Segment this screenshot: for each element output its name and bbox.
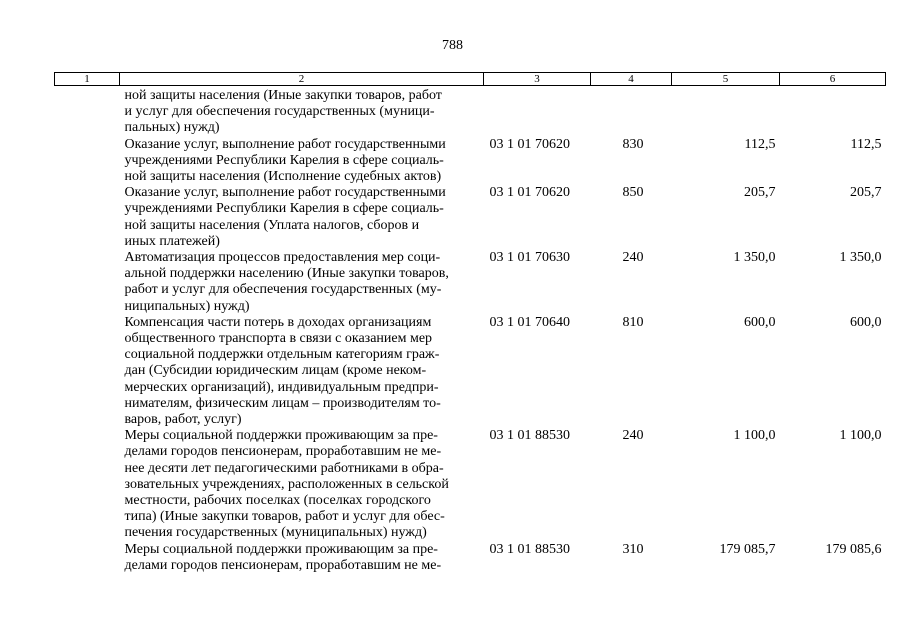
- target-article-code: 03 1 01 70620: [489, 185, 570, 201]
- header-row: [55, 73, 886, 86]
- target-article-code: [484, 86, 591, 137]
- item-name-cell: [120, 250, 484, 315]
- expense-type-code: [591, 86, 672, 137]
- item-name-line: мерческих организаций), индивидуальным предпри-: [124, 379, 439, 395]
- target-article-code: 03 1 01 88530: [489, 428, 570, 444]
- item-name-line: иных платежей): [124, 233, 220, 249]
- table-body: [55, 86, 886, 575]
- amount-year-1: 205,7: [744, 185, 776, 201]
- item-name-line: местности, рабочих поселках (поселках городского: [124, 493, 431, 509]
- item-name-line: учреждениями Республики Карелия в сфере социаль-: [124, 201, 444, 217]
- expense-type-code: 830: [622, 136, 644, 152]
- item-name-line: Оказание услуг, выполнение работ государственными: [124, 136, 446, 152]
- item-name-line: учреждениями Республики Карелия в сфере социаль-: [124, 152, 444, 168]
- target-article-code: 03 1 01 88530: [489, 541, 570, 557]
- table-row: [55, 542, 886, 574]
- item-name-line: альной поддержки населению (Иные закупки товаров,: [124, 266, 449, 282]
- item-name-line: Компенсация части потерь в доходах организациям: [124, 314, 432, 330]
- expense-type-code: 810: [622, 314, 644, 330]
- amount-year-1: 179 085,7: [719, 541, 776, 557]
- target-article-code: 03 1 01 70620: [489, 136, 570, 152]
- table-header: [55, 73, 886, 86]
- item-name-line: ниципальных) нужд): [124, 298, 250, 314]
- item-name-line: типа) (Иные закупки товаров, работ и услуг для обес-: [124, 509, 445, 525]
- item-name-cell: [120, 542, 484, 574]
- item-name-cell: [120, 86, 484, 137]
- item-name-line: зовательных учреждениях, расположенных в сельской: [124, 476, 449, 492]
- item-name-line: и услуг для обеспечения государственных (муници-: [124, 104, 435, 120]
- column-header-2: 2: [120, 73, 484, 86]
- column-header-4: 4: [591, 73, 672, 86]
- table-row: [55, 137, 886, 186]
- item-name-line: пальных) нужд): [124, 120, 220, 136]
- row-number-cell: [55, 250, 120, 315]
- item-name-line: варов, работ, услуг): [124, 412, 242, 428]
- amount-year-2: 1 350,0: [839, 250, 882, 266]
- target-article-code: 03 1 01 70630: [489, 250, 570, 266]
- item-name-line: ной защиты населения (Уплата налогов, сборов и: [124, 217, 420, 233]
- item-name-line: Оказание услуг, выполнение работ государственными: [124, 185, 446, 201]
- row-number-cell: [55, 315, 120, 428]
- target-article-code: 03 1 01 70640: [489, 314, 570, 330]
- row-number-cell: [55, 137, 120, 186]
- row-number-cell: [55, 185, 120, 250]
- amount-year-2: [780, 86, 886, 137]
- item-name-cell: [120, 137, 484, 186]
- table-row: [55, 315, 886, 428]
- column-header-3: 3: [484, 73, 591, 86]
- item-name-line: работ и услуг для обеспечения государственных (му-: [124, 282, 442, 298]
- item-name-line: Автоматизация процессов предоставления мер соци-: [124, 250, 441, 266]
- amount-year-1: 112,5: [744, 136, 776, 152]
- expense-type-code: 850: [622, 185, 644, 201]
- table-row: [55, 428, 886, 541]
- item-name-line: ной защиты населения (Иные закупки товаров, работ: [124, 88, 442, 103]
- expense-type-code: 240: [622, 250, 644, 266]
- row-number-cell: [55, 542, 120, 574]
- item-name-cell: [120, 185, 484, 250]
- budget-table: [54, 72, 886, 574]
- amount-year-1: [672, 86, 780, 137]
- item-name-line: нее десяти лет педагогическими работниками в обра-: [124, 460, 444, 476]
- amount-year-2: 205,7: [850, 185, 882, 201]
- amount-year-2: 112,5: [850, 136, 882, 152]
- item-name-line: нимателям, физическим лицам – производителям то-: [124, 395, 441, 411]
- amount-year-1: 600,0: [744, 314, 776, 330]
- item-name-line: печения государственных (муниципальных) нужд): [124, 525, 427, 541]
- item-name-line: Меры социальной поддержки проживающим за пре-: [124, 428, 438, 444]
- item-name-cell: [120, 428, 484, 541]
- item-name-line: делами городов пенсионерам, проработавшим не ме-: [124, 557, 442, 573]
- amount-year-2: 179 085,6: [825, 541, 882, 557]
- item-name-line: ной защиты населения (Исполнение судебных актов): [124, 169, 442, 185]
- column-header-6: 6: [780, 73, 886, 86]
- amount-year-2: 1 100,0: [839, 428, 882, 444]
- item-name-cell: [120, 315, 484, 428]
- table-row: [55, 185, 886, 250]
- item-name-line: общественного транспорта в связи с оказанием мер: [124, 331, 433, 347]
- amount-year-1: 1 100,0: [733, 428, 776, 444]
- row-number-cell: [55, 428, 120, 541]
- item-name-line: делами городов пенсионерам, проработавшим не ме-: [124, 444, 442, 460]
- column-header-5: 5: [672, 73, 780, 86]
- item-name-line: социальной поддержки отдельным категориям граж-: [124, 347, 440, 363]
- expense-type-code: 310: [622, 541, 644, 557]
- page-number: 788: [442, 38, 463, 53]
- item-name-line: дан (Субсидии юридическим лицам (кроме неком-: [124, 363, 427, 379]
- item-name-line: Меры социальной поддержки проживающим за пре-: [124, 541, 438, 557]
- row-number-cell: [55, 86, 120, 137]
- amount-year-2: 600,0: [850, 314, 882, 330]
- expense-type-code: 240: [622, 428, 644, 444]
- amount-year-1: 1 350,0: [733, 250, 776, 266]
- table-row: [55, 86, 886, 137]
- table-row: [55, 250, 886, 315]
- column-header-1: 1: [55, 73, 120, 86]
